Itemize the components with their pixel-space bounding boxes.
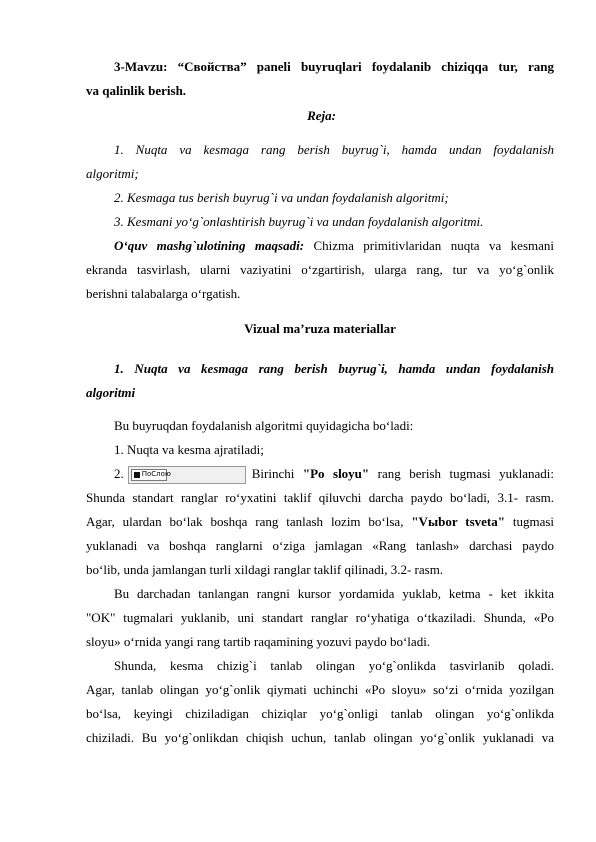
title-line-2: va qalinlik berish. (86, 83, 187, 98)
step-2-text-a: Birinchi (251, 466, 295, 481)
yuklanadi-line: yuklanadi va boshqa ranglarni o‘ziga jamlagan «Rang tanlash» darchasi paydo (86, 538, 554, 553)
plan-item-3: 3. Kesmani yo‘g`onlashtirish buyrug`i va undan foydalanish algoritmi. (114, 214, 484, 229)
goal-label: O‘quv mashg`ulotining maqsadi: (114, 238, 305, 253)
shunda-line: Shunda standart ranglar ro‘yxatini taklif qiluvchi darcha paydo bo‘ladi, 3.1- rasm. (86, 490, 554, 505)
goal-line-2: ekranda tasvirlash, ularni vaziyatini o‘zgartirish, ularga rang, tur va yo‘g`onlik (86, 262, 554, 277)
p3-line-3: bo‘lsa, keyingi chiziladigan chiziqlar yo‘g`onligi tanlab olingan yo‘g`onlikda (86, 706, 554, 721)
step-1-line: 1. Nuqta va kesma ajratiladi; (114, 442, 264, 457)
p2-line-1: Bu darchadan tanlangan rangni kursor yordamida yuklab, ketma - ket ikkita (114, 586, 554, 601)
section-1-heading (86, 357, 554, 405)
plan-item-1-line-1: 1. Nuqta va kesmaga rang berish buyrug`i, hamda undan foydalanish (114, 142, 554, 157)
p2-line-2: "OK" tugmalari yuklanib, uni standart ranglar ro‘yhatiga o‘tkaziladi. Shunda, «Po (86, 610, 554, 625)
step-2-line (86, 462, 554, 486)
intro-line: Bu buyruqdan foydalanish algoritmi quyidagicha bo‘ladi: (114, 418, 414, 433)
goal-line-1 (86, 234, 554, 258)
step-2-command: "Po sloyu" (302, 466, 370, 481)
color-swatch-box (131, 469, 171, 481)
step-2-text-c: rang berish tugmasi yuklanadi: (377, 466, 554, 481)
agar-line (86, 510, 554, 534)
section-1-line-1: 1. Nuqta va kesmaga rang berish buyrug`i, hamda undan foydalanish (114, 361, 554, 376)
layer-button-label: ПоСлою (141, 470, 171, 479)
section-heading: Vizual ma’ruza materiallar (244, 321, 396, 336)
agar-text-c: tugmasi (512, 514, 554, 529)
p2-line-3: sloyu» o‘rnida yangi rang tartib raqamining yozuvi paydo bo‘ladi. (86, 634, 431, 649)
goal-line-1-rest: Chizma primitivlaridan nuqta va kesmani (313, 238, 554, 253)
title-line-1: 3-Mavzu: “Свойства” paneli buyruqlari foydalanib chiziqqa tur, rang (114, 59, 554, 74)
body-paragraph-1 (86, 414, 554, 750)
goal-line-3: berishni talabalarga o‘rgatish. (86, 286, 241, 301)
agar-text-a: Agar, ulardan bo‘lak boshqa rang tanlash lozim bo‘lsa, (86, 514, 404, 529)
plan-item-2: 2. Kesmaga tus berish buyrug`i va undan foydalanish algoritmi; (114, 190, 449, 205)
bolib-line: bo‘lib, unda jamlangan turli xildagi ranglar taklif qilinadi, 3.2- rasm. (86, 562, 444, 577)
p3-line-1: Shunda, kesma chizig`i tanlab olingan yo‘g`onlikda tasvirlanib qoladi. (114, 658, 554, 673)
step-2-number: 2. (114, 466, 124, 481)
document-title (86, 55, 554, 103)
plan-heading: Reja: (307, 108, 336, 123)
po-sloyu-color-button[interactable] (128, 466, 246, 484)
agar-command: "Vыbor tsveta" (411, 514, 505, 529)
p3-line-2: Agar, tanlab olingan yo‘g`onlik qiymati uchinchi «Po sloyu» so‘zi o‘rnida yozilgan (86, 682, 554, 697)
goal-paragraph (86, 234, 554, 306)
plan-list (86, 138, 554, 234)
p3-line-4: chiziladi. Bu yo‘g`onlikdan chiqish uchun, tanlab olingan yo‘g`onlik yuklanadi va (86, 730, 554, 745)
plan-item-1-line-2: algoritmi; (86, 166, 139, 181)
color-swatch-icon (134, 472, 140, 478)
section-1-line-2: algoritmi (86, 385, 136, 400)
